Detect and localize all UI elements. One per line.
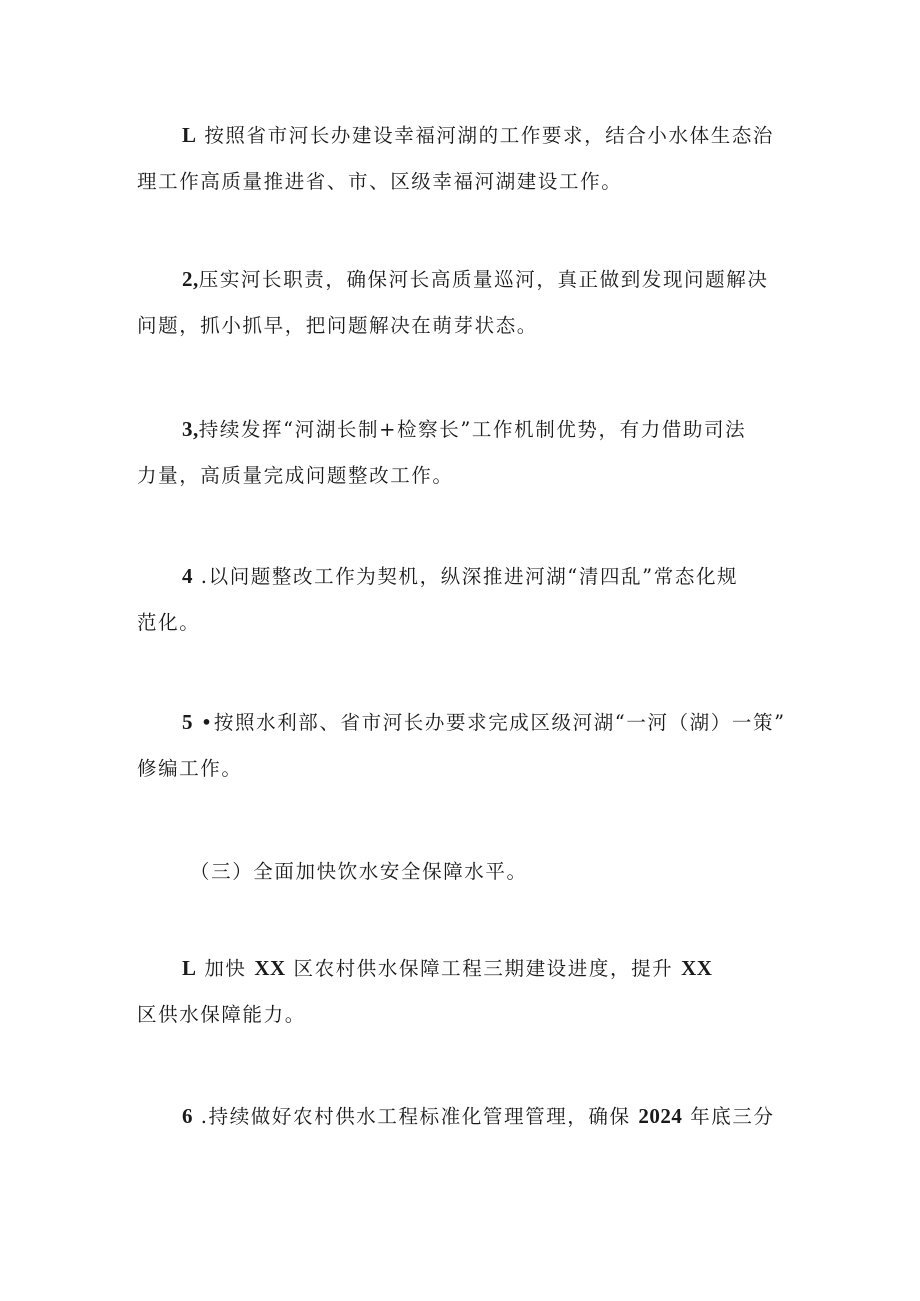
section-heading: （三）全面加快饮水安全保障水平。 <box>190 860 528 883</box>
paragraph-1 <box>137 112 792 205</box>
paragraph-text: 按照水利部、省市河长办要求完成区级河湖“一河（湖）一策” <box>213 711 786 734</box>
paragraph-4 <box>137 553 792 646</box>
paragraph-5-line-1: 5 •按照水利部、省市河长办要求完成区级河湖“一河（湖）一策” <box>182 710 786 734</box>
paragraph-3-line-2: 力量，高质量完成问题整改工作。 <box>137 464 454 487</box>
paragraph-2-line-2: 问题，抓小抓早，把问题解决在萌芽状态。 <box>137 314 538 337</box>
paragraph-text: 压实河长职责，确保河长高质量巡河，真正做到发现问题解决 <box>198 268 769 291</box>
item-number: 2, <box>182 267 199 291</box>
item-number: 4 <box>182 564 193 588</box>
paragraph-6 <box>137 1093 792 1140</box>
paragraph-1-line-2: 理工作高质量推进省、市、区级幸福河湖建设工作。 <box>137 170 623 193</box>
paragraph-1-line-1 <box>137 112 792 159</box>
paragraph-3-line-1 <box>137 406 792 453</box>
item-number: L <box>182 956 197 980</box>
paragraph-2 <box>137 256 792 349</box>
paragraph-xx-line-1: L 加快 XX 区农村供水保障工程三期建设进度，提升 XX <box>182 956 713 980</box>
paragraph-4-line-2: 范化。 <box>137 611 201 634</box>
paragraph-text: 按照省市河长办建设幸福河湖的工作要求，结合小水体生态治 <box>204 124 775 147</box>
item-number: 3, <box>182 417 199 441</box>
paragraph-6-line-1: 6 .持续做好农村供水工程标准化管理管理，确保 2024 年底三分 <box>182 1104 775 1128</box>
paragraph-2-line-1 <box>137 256 792 303</box>
paragraph-xx <box>137 945 792 1038</box>
paragraph-4-line-1: 4 .以问题整改工作为契机，纵深推进河湖“清四乱”常态化规 <box>182 564 739 588</box>
paragraph-3 <box>137 406 792 499</box>
paragraph-text: 持续发挥“河湖长制+检察长”工作机制优势，有力借助司法 <box>198 418 747 441</box>
paragraph-5-line-2: 修编工作。 <box>137 757 243 780</box>
item-number: 5 <box>182 710 193 734</box>
paragraph-5 <box>137 699 792 792</box>
item-number: L <box>182 123 197 147</box>
paragraph-xx-line-2: 区供水保障能力。 <box>137 1003 306 1026</box>
paragraph-text: 以问题整改工作为契机，纵深推进河湖“清四乱”常态化规 <box>208 565 739 588</box>
item-number: 6 <box>182 1104 193 1128</box>
